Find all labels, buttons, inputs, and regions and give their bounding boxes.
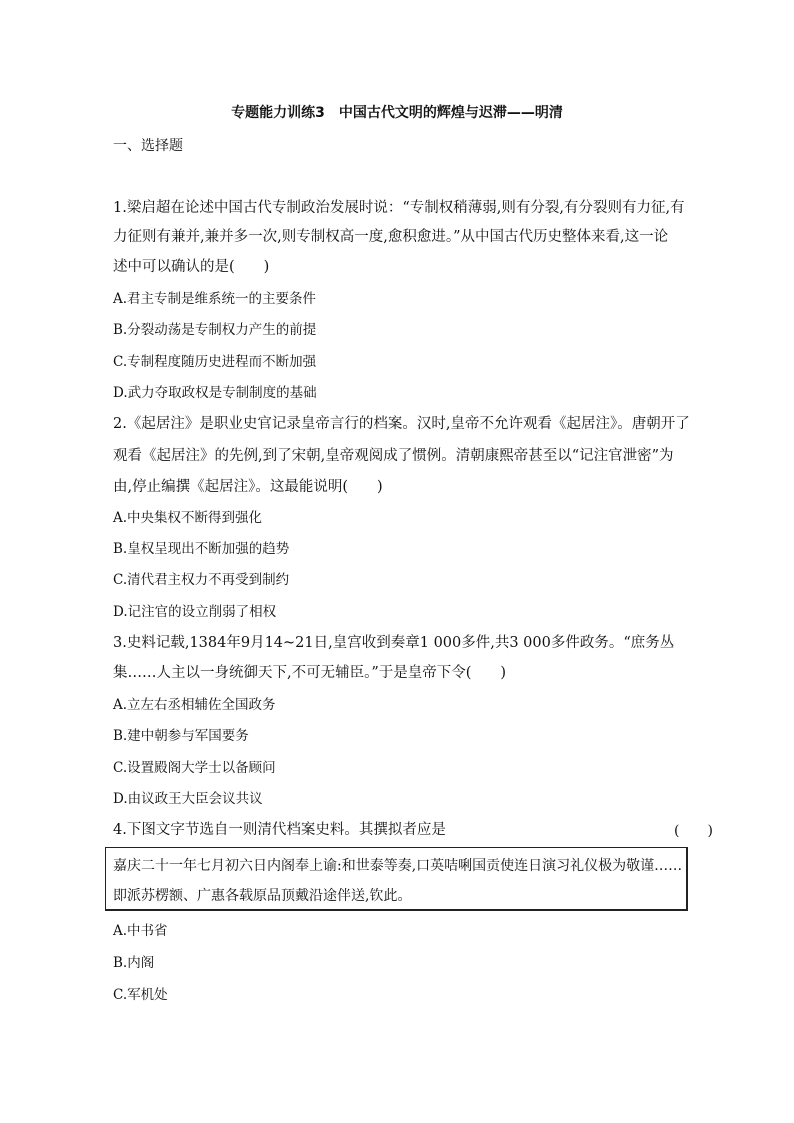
excerpt-line-1: 嘉庆二十一年七月初六日内阁奉上谕:和世泰等奏,口英咭唎国贡使连日演习礼仪极为敬谨…… xyxy=(113,858,683,874)
question-2-line-2: 观看《起居注》的先例,到了宋朝,皇帝观阅成了惯例。清朝康熙帝甚至以“记注官泄密”为 xyxy=(113,448,674,464)
question-4-answer-blank: ( ) xyxy=(674,823,713,839)
question-3-option-c: C.设置殿阁大学士以备顾问 xyxy=(113,760,276,776)
question-2-option-b: B.皇权呈现出不断加强的趋势 xyxy=(113,541,290,557)
question-1-option-d: D.武力夺取政权是专制制度的基础 xyxy=(113,385,317,401)
question-1-line-2: 力征则有兼并,兼并多一次,则专制权高一度,愈积愈进。”从中国古代历史整体来看,这一论 xyxy=(113,229,669,245)
question-4-option-a: A.中书省 xyxy=(113,923,168,939)
question-3-option-d: D.由议政王大臣会议共议 xyxy=(113,791,263,807)
question-2-option-a: A.中央集权不断得到强化 xyxy=(113,510,263,526)
question-2-option-d: D.记注官的设立削弱了相权 xyxy=(113,604,277,620)
section-heading: 一、选择题 xyxy=(113,138,183,154)
question-2-option-c: C.清代君主权力不再受到制约 xyxy=(113,572,290,588)
question-1-option-c: C.专制程度随历史进程而不断加强 xyxy=(113,354,317,370)
question-4-option-c: C.军机处 xyxy=(113,987,168,1003)
question-2-line-3: 由,停止编撰《起居注》。这最能说明( ) xyxy=(113,479,383,495)
question-3-line-1: 3.史料记载,1384年9月14~21日,皇宫收到奏章1 000多件,共3 000多件政务。“庶务丛 xyxy=(113,635,675,651)
question-2-line-1: 2.《起居注》是职业史官记录皇帝言行的档案。汉时,皇帝不允许观看《起居注》。唐朝开了 xyxy=(113,416,690,432)
question-3-option-a: A.立左右丞相辅佐全国政务 xyxy=(113,697,276,713)
excerpt-line-2: 即派苏楞额、广惠各载原品顶戴沿途伴送,钦此。 xyxy=(113,888,412,904)
question-1-line-3: 述中可以确认的是( ) xyxy=(113,259,270,275)
question-4-option-b: B.内阁 xyxy=(113,955,155,971)
question-1-option-a: A.君主专制是维系统一的主要条件 xyxy=(113,291,317,307)
question-4-line-1: 4.下图文字节选自一则清代档案史料。其撰拟者应是 xyxy=(113,822,446,838)
excerpt-box xyxy=(105,847,688,911)
question-3-line-2: 集……人主以一身统御天下,不可无辅臣。”于是皇帝下令( ) xyxy=(113,665,507,681)
question-3-option-b: B.建中朝参与军国要务 xyxy=(113,728,249,744)
page-title: 专题能力训练3 中国古代文明的辉煌与迟滞——明清 xyxy=(231,105,563,121)
question-1-line-1: 1.梁启超在论述中国古代专制政治发展时说：“专制权稍薄弱,则有分裂,有分裂则有力征,有 xyxy=(113,200,685,216)
question-1-option-b: B.分裂动荡是专制权力产生的前提 xyxy=(113,322,317,338)
